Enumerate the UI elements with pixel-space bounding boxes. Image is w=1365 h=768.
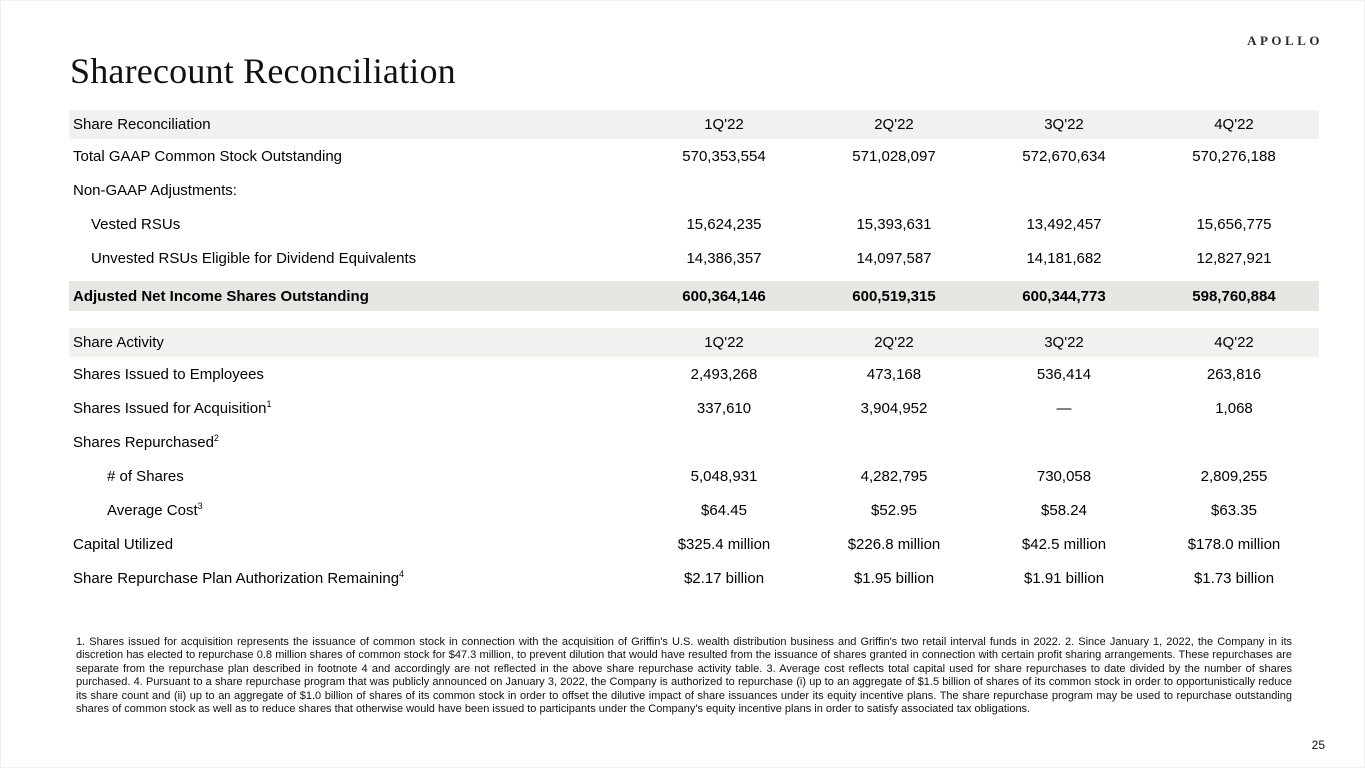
table-row (69, 139, 1319, 173)
table-header-row (69, 110, 1319, 139)
cell-value: $64.45 (701, 501, 747, 519)
cell-value: 15,393,631 (856, 215, 932, 233)
row-label-text: Unvested RSUs Eligible for Dividend Equivalents (91, 249, 417, 267)
cell-value: 14,181,682 (1026, 249, 1102, 267)
cell-value: 600,344,773 (1022, 287, 1106, 305)
cell-value: 4,282,795 (860, 467, 928, 485)
cell-value: 536,414 (1036, 365, 1092, 383)
row-label-text: Average Cost (107, 501, 198, 519)
row-label (69, 288, 639, 305)
row-label (69, 366, 639, 383)
column-header: 2Q'22 (874, 334, 914, 351)
cell-value: 15,624,235 (686, 215, 762, 233)
share-reconciliation-table (69, 110, 1319, 311)
table-row (69, 357, 1319, 391)
cell-value: 598,760,884 (1192, 287, 1276, 305)
footnote-ref: 4 (399, 568, 405, 579)
cell-value: $226.8 million (847, 535, 941, 553)
cell-value: 730,058 (1036, 467, 1092, 485)
table-row-total (69, 281, 1319, 311)
row-label-text: Shares Repurchased (73, 433, 214, 451)
row-label-text: Capital Utilized (73, 535, 174, 553)
cell-value: 600,519,315 (852, 287, 936, 305)
row-label-text: # of Shares (107, 467, 184, 485)
row-label (69, 250, 639, 267)
cell-value: 337,610 (696, 399, 752, 417)
table-header-row (69, 328, 1319, 357)
row-label (69, 434, 639, 451)
cell-value: 14,097,587 (856, 249, 932, 267)
row-label-text: Vested RSUs (91, 215, 181, 233)
cell-value: $52.95 (871, 501, 917, 519)
cell-value: 473,168 (866, 365, 922, 383)
apollo-logo: APOLLO (1247, 33, 1323, 48)
cell-value: — (1056, 399, 1072, 417)
footnote-ref: 3 (197, 500, 203, 511)
cell-value: $1.91 billion (1023, 569, 1105, 587)
cell-value: 600,364,146 (682, 287, 766, 305)
column-header: 3Q'22 (1044, 116, 1084, 133)
column-header: 4Q'22 (1214, 334, 1254, 351)
cell-value: 571,028,097 (852, 147, 936, 165)
cell-value: 13,492,457 (1026, 215, 1102, 233)
table-row (69, 391, 1319, 425)
cell-value: 15,656,775 (1196, 215, 1272, 233)
table-section-title: Share Reconciliation (73, 116, 211, 133)
table-row (69, 425, 1319, 459)
cell-value: 5,048,931 (690, 467, 758, 485)
cell-value: $1.73 billion (1193, 569, 1275, 587)
row-label-text: Shares Issued for Acquisition (73, 399, 267, 417)
cell-value: $325.4 million (677, 535, 771, 553)
column-header: 4Q'22 (1214, 116, 1254, 133)
page-number: 25 (1311, 738, 1325, 752)
cell-value: 3,904,952 (860, 399, 928, 417)
cell-value: 14,386,357 (686, 249, 762, 267)
table-row (69, 561, 1319, 595)
cell-value: 2,809,255 (1200, 467, 1268, 485)
cell-value: 1,068 (1215, 399, 1253, 417)
row-label-text: Adjusted Net Income Shares Outstanding (73, 287, 369, 305)
cell-value: $178.0 million (1187, 535, 1281, 553)
row-label-text: Total GAAP Common Stock Outstanding (73, 147, 343, 165)
cell-value: 572,670,634 (1022, 147, 1106, 165)
column-header: 1Q'22 (704, 334, 744, 351)
row-label (69, 182, 639, 199)
share-activity-table (69, 328, 1319, 595)
row-label-text: Share Repurchase Plan Authorization Remaining (73, 569, 400, 587)
row-label-text: Shares Issued to Employees (73, 365, 264, 383)
cell-value: 570,276,188 (1192, 147, 1276, 165)
table-row (69, 459, 1319, 493)
column-header: 1Q'22 (704, 116, 744, 133)
footnote-ref: 2 (213, 432, 219, 443)
table-row (69, 173, 1319, 207)
row-label (69, 502, 639, 519)
table-row (69, 241, 1319, 275)
cell-value: 263,816 (1206, 365, 1262, 383)
table-section-title: Share Activity (73, 334, 164, 351)
footnote-ref: 1 (266, 398, 272, 409)
table-row (69, 207, 1319, 241)
cell-value: 570,353,554 (682, 147, 766, 165)
cell-value: $42.5 million (1021, 535, 1107, 553)
column-header: 2Q'22 (874, 116, 914, 133)
table-row (69, 527, 1319, 561)
row-label (69, 216, 639, 233)
cell-value: $63.35 (1211, 501, 1257, 519)
row-label (69, 468, 639, 485)
row-label (69, 570, 639, 587)
footnotes-text: 1. Shares issued for acquisition represents the issuance of common stock in connection with the acquisition of Griffin's U.S. wealth distribution business and Griffin's two retail interval funds in 2022. 2. Since January 1, 2022, the Company in its discretion has elected to repurchase 0.8 million shares of common stock for $47.3 million, to prevent dilution that would have resulted from the issuance of shares granted in connection with certain profit sharing arrangements. These repurchases are separate from the repurchase plan described in footnote 4 and accordingly are not reflected in the above share repurchase activity table. 3. Average cost reflects total capital used for share repurchases to date divided by the number of shares purchased. 4. Pursuant to a share repurchase program that was publicly announced on January 3, 2022, the Company is authorized to repurchase (i) up to an aggregate of $1.5 billion of shares of its common stock in order to opportunistically reduce its share count and (ii) up to an aggregate of $1.0 billion of shares of its common stock in order to offset the dilutive impact of share issuances under its equity incentive plans. The share repurchase program may be used to repurchase outstanding shares of common stock as well as to reduce shares that otherwise would have been issued to participants under the Company's equity incentive plans in order to satisfy associated tax obligations. (76, 636, 1292, 716)
row-label-text: Non-GAAP Adjustments: (73, 181, 237, 199)
cell-value: $2.17 billion (683, 569, 765, 587)
table-row (69, 493, 1319, 527)
page-title: Sharecount Reconciliation (70, 51, 456, 91)
row-label (69, 400, 639, 417)
cell-value: $1.95 billion (853, 569, 935, 587)
cell-value: 2,493,268 (690, 365, 758, 383)
row-label (69, 148, 639, 165)
cell-value: 12,827,921 (1196, 249, 1272, 267)
cell-value: $58.24 (1041, 501, 1087, 519)
column-header: 3Q'22 (1044, 334, 1084, 351)
row-label (69, 536, 639, 553)
